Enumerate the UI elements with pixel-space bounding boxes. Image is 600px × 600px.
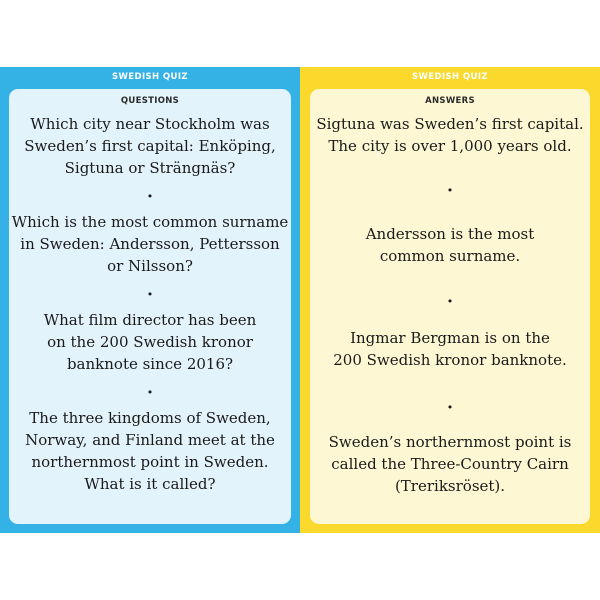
question-1: Which city near Stockholm was Sweden’s first capital: Enköping, Sigtuna or Strängnäs? (24, 115, 276, 177)
answers-label: ANSWERS (425, 96, 475, 106)
separator-dot: • (146, 190, 154, 203)
questions-label: QUESTIONS (120, 96, 180, 106)
separator-dot: • (146, 386, 154, 399)
answer-1: Sigtuna was Sweden’s first capital. The city is over 1,000 years old. (316, 115, 584, 155)
separator-dot: • (446, 401, 454, 414)
separator-dot: • (146, 288, 154, 301)
questions-panel (9, 89, 291, 524)
answer-3: Ingmar Bergman is on the 200 Swedish kronor banknote. (333, 329, 567, 369)
separator-dot: • (446, 184, 454, 197)
answers-panel (310, 89, 590, 524)
answers-card (300, 67, 600, 533)
card-header-title: SWEDISH QUIZ (112, 72, 188, 82)
answer-2: Andersson is the most common surname. (365, 225, 535, 265)
card-header-title: SWEDISH QUIZ (412, 72, 488, 82)
question-2: Which is the most common surname in Sweden: Andersson, Pettersson or Nilsson? (11, 213, 289, 275)
question-4: The three kingdoms of Sweden, Norway, and Finland meet at the northernmost point in Sweden. What is it called? (25, 409, 275, 493)
question-3: What film director has been on the 200 Swedish kronor banknote since 2016? (43, 311, 257, 373)
questions-card (0, 67, 300, 533)
separator-dot: • (446, 295, 454, 308)
answer-4: Sweden’s northernmost point is called the Three-Country Cairn (Treriksröset). (328, 433, 572, 495)
